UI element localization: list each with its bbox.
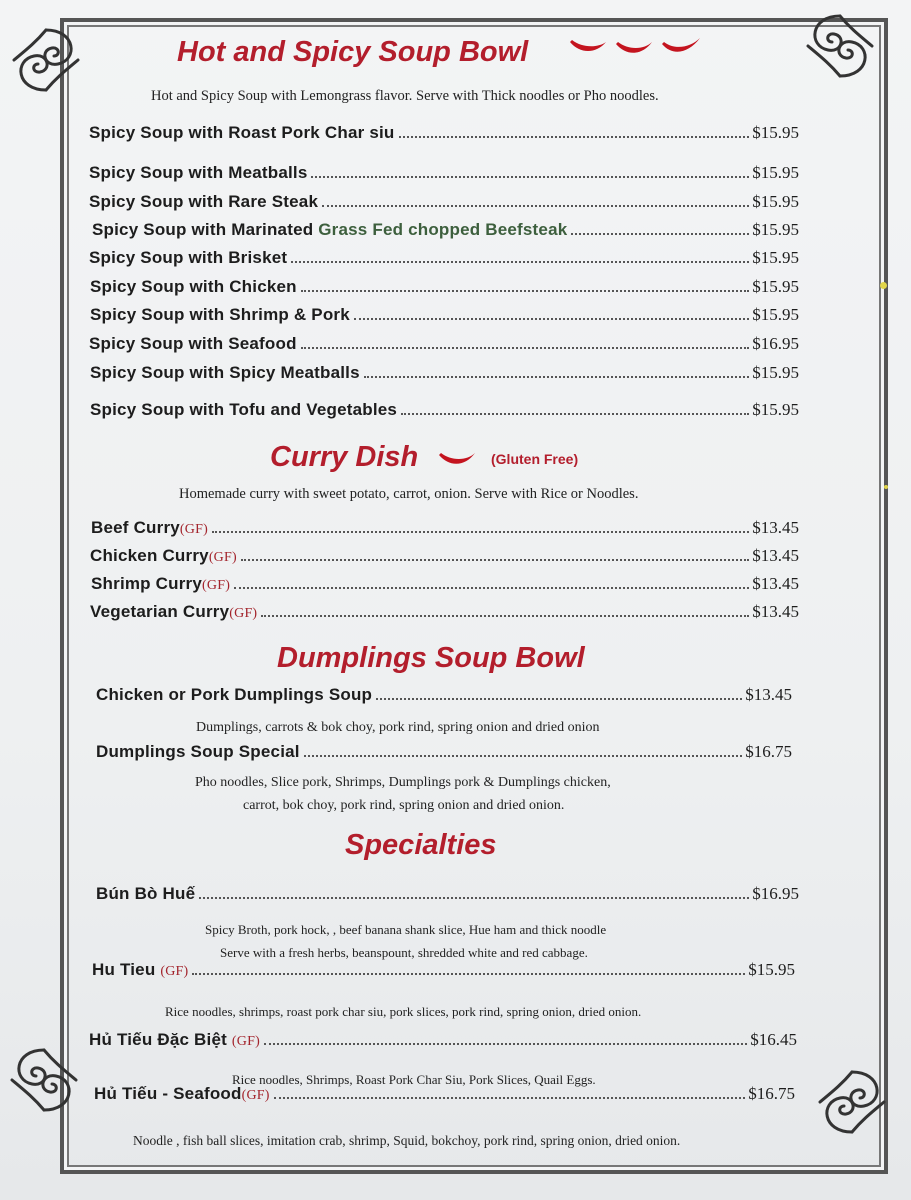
item-name: Spicy Soup with Chicken bbox=[90, 277, 297, 296]
menu-item-row bbox=[90, 305, 799, 325]
menu-item-row bbox=[90, 602, 799, 622]
dot-leader bbox=[212, 531, 749, 533]
paper-spot bbox=[880, 282, 887, 289]
item-description: Pho noodles, Slice pork, Shrimps, Dumplings pork & Dumplings chicken, bbox=[195, 775, 611, 790]
dot-leader bbox=[311, 176, 749, 178]
item-name-text: Hủ Tiếu Đặc Biệt bbox=[89, 1030, 227, 1049]
corner-scroll-icon bbox=[800, 6, 880, 86]
item-name-text: Hu Tieu bbox=[92, 960, 156, 979]
item-price: $16.75 bbox=[745, 742, 792, 761]
item-name-part: Spicy Soup with Marinated bbox=[92, 220, 319, 239]
gf-tag: (GF) bbox=[179, 522, 208, 537]
item-price: $16.95 bbox=[752, 884, 799, 903]
item-price: $13.45 bbox=[745, 685, 792, 704]
gluten-free-note: (Gluten Free) bbox=[491, 451, 579, 467]
item-name: Spicy Soup with Tofu and Vegetables bbox=[90, 400, 398, 419]
item-name: Spicy Soup with Seafood bbox=[89, 334, 297, 353]
dot-leader bbox=[301, 347, 750, 349]
menu-item-row bbox=[92, 220, 799, 240]
menu-item-row bbox=[91, 574, 799, 594]
dot-leader bbox=[304, 755, 743, 757]
item-description: Rice noodles, Shrimps, Roast Pork Char Siu, Pork Slices, Quail Eggs. bbox=[232, 1072, 596, 1087]
section-title-spicy-soup: Hot and Spicy Soup Bowl bbox=[177, 36, 529, 68]
item-name bbox=[89, 1030, 260, 1050]
item-name bbox=[92, 220, 567, 240]
item-name: Dumplings Soup Special bbox=[96, 742, 300, 761]
item-name-text: Hủ Tiếu - Seafood bbox=[94, 1084, 242, 1103]
dot-leader bbox=[261, 615, 749, 617]
chili-pepper-icon bbox=[437, 447, 477, 474]
item-name: Chicken or Pork Dumplings Soup bbox=[96, 685, 373, 704]
menu-item-row bbox=[92, 960, 795, 980]
paper-spot bbox=[884, 485, 888, 489]
dot-leader bbox=[301, 290, 750, 292]
chili-pepper-icon bbox=[568, 34, 703, 63]
item-name: Spicy Soup with Rare Steak bbox=[89, 192, 319, 211]
dot-leader bbox=[291, 261, 749, 263]
item-price: $16.45 bbox=[750, 1030, 797, 1049]
section-subtitle-curry: Homemade curry with sweet potato, carrot, onion. Serve with Rice or Noodles. bbox=[179, 486, 639, 502]
item-description: Rice noodles, shrimps, roast pork char siu, pork slices, pork rind, spring onion, dried onion. bbox=[165, 1004, 642, 1019]
item-name bbox=[90, 602, 257, 622]
section-title-dumplings: Dumplings Soup Bowl bbox=[277, 642, 585, 674]
dot-leader bbox=[354, 318, 749, 320]
item-description: Noodle , fish ball slices, imitation crab, shrimp, Squid, bokchoy, pork rind, spring onion, dried onion. bbox=[133, 1133, 681, 1148]
dot-leader bbox=[274, 1097, 746, 1099]
menu-item-row bbox=[89, 123, 799, 143]
dot-leader bbox=[192, 973, 745, 975]
gf-tag: (GF) bbox=[208, 550, 237, 565]
corner-scroll-icon bbox=[812, 1062, 892, 1142]
dot-leader bbox=[364, 376, 749, 378]
item-price: $15.95 bbox=[752, 400, 799, 419]
item-price: $15.95 bbox=[752, 363, 799, 382]
item-name-text: Shrimp Curry bbox=[91, 574, 203, 593]
item-description: Dumplings, carrots & bok choy, pork rind, spring onion and dried onion bbox=[196, 720, 600, 735]
item-price: $15.95 bbox=[752, 220, 799, 239]
item-description: carrot, bok choy, pork rind, spring onion and dried onion. bbox=[243, 798, 565, 813]
item-price: $15.95 bbox=[752, 163, 799, 182]
item-name bbox=[94, 1084, 270, 1104]
item-name-text: Chicken Curry bbox=[90, 546, 209, 565]
item-name-highlight: Grass Fed chopped Beefsteak bbox=[318, 220, 568, 239]
dot-leader bbox=[199, 897, 749, 899]
section-title-specialties: Specialties bbox=[345, 829, 497, 861]
menu-item-row bbox=[91, 518, 799, 538]
item-price: $16.95 bbox=[752, 334, 799, 353]
item-name: Spicy Soup with Spicy Meatballs bbox=[90, 363, 360, 382]
item-name-text: Beef Curry bbox=[91, 518, 180, 537]
item-name bbox=[92, 960, 188, 980]
item-price: $13.45 bbox=[752, 546, 799, 565]
item-name: Spicy Soup with Roast Pork Char siu bbox=[89, 123, 395, 142]
menu-item-row bbox=[90, 277, 799, 297]
menu-item-row bbox=[96, 884, 799, 904]
section-subtitle-spicy-soup: Hot and Spicy Soup with Lemongrass flavor. Serve with Thick noodles or Pho noodles. bbox=[151, 88, 659, 104]
dot-leader bbox=[264, 1043, 747, 1045]
item-price: $15.95 bbox=[748, 960, 795, 979]
menu-item-row bbox=[89, 192, 799, 212]
menu-item-row bbox=[96, 685, 792, 705]
menu-item-row bbox=[90, 363, 799, 383]
item-description: Spicy Broth, pork hock, , beef banana shank slice, Hue ham and thick noodle bbox=[205, 922, 607, 937]
item-price: $13.45 bbox=[752, 518, 799, 537]
item-price: $15.95 bbox=[752, 248, 799, 267]
item-name bbox=[91, 574, 230, 594]
dot-leader bbox=[376, 698, 742, 700]
dot-leader bbox=[234, 587, 749, 589]
gf-tag: (GF) bbox=[229, 606, 258, 621]
item-price: $15.95 bbox=[752, 192, 799, 211]
item-price: $15.95 bbox=[752, 123, 799, 142]
item-price: $13.45 bbox=[752, 602, 799, 621]
corner-scroll-icon bbox=[4, 1040, 84, 1120]
dot-leader bbox=[401, 413, 749, 415]
menu-item-row bbox=[90, 546, 799, 566]
menu-item-row bbox=[89, 1030, 797, 1050]
item-name bbox=[90, 546, 237, 566]
item-price: $16.75 bbox=[748, 1084, 795, 1103]
menu-item-row bbox=[89, 248, 799, 268]
dot-leader bbox=[322, 205, 749, 207]
dot-leader bbox=[241, 559, 749, 561]
item-name: Bún Bò Huế bbox=[96, 884, 196, 903]
item-price: $15.95 bbox=[752, 277, 799, 296]
item-name: Spicy Soup with Brisket bbox=[89, 248, 288, 267]
item-description: Serve with a fresh herbs, beanspount, shredded white and red cabbage. bbox=[220, 945, 588, 960]
dot-leader bbox=[399, 136, 750, 138]
menu-item-row bbox=[89, 334, 799, 354]
gf-tag: (GF) bbox=[202, 578, 231, 593]
item-price: $15.95 bbox=[752, 305, 799, 324]
item-name bbox=[91, 518, 208, 538]
menu-item-row bbox=[89, 163, 799, 183]
dot-leader bbox=[571, 233, 749, 235]
gf-tag: (GF) bbox=[160, 964, 189, 979]
gf-tag: (GF) bbox=[231, 1034, 260, 1049]
item-name-text: Vegetarian Curry bbox=[90, 602, 230, 621]
item-name: Spicy Soup with Shrimp & Pork bbox=[90, 305, 350, 324]
item-price: $13.45 bbox=[752, 574, 799, 593]
section-title-curry: Curry Dish bbox=[270, 441, 419, 473]
gf-tag: (GF) bbox=[241, 1088, 270, 1103]
menu-item-row bbox=[94, 1084, 795, 1104]
menu-item-row bbox=[96, 742, 792, 762]
corner-scroll-icon bbox=[6, 20, 86, 100]
item-name: Spicy Soup with Meatballs bbox=[89, 163, 308, 182]
menu-item-row bbox=[90, 400, 799, 420]
